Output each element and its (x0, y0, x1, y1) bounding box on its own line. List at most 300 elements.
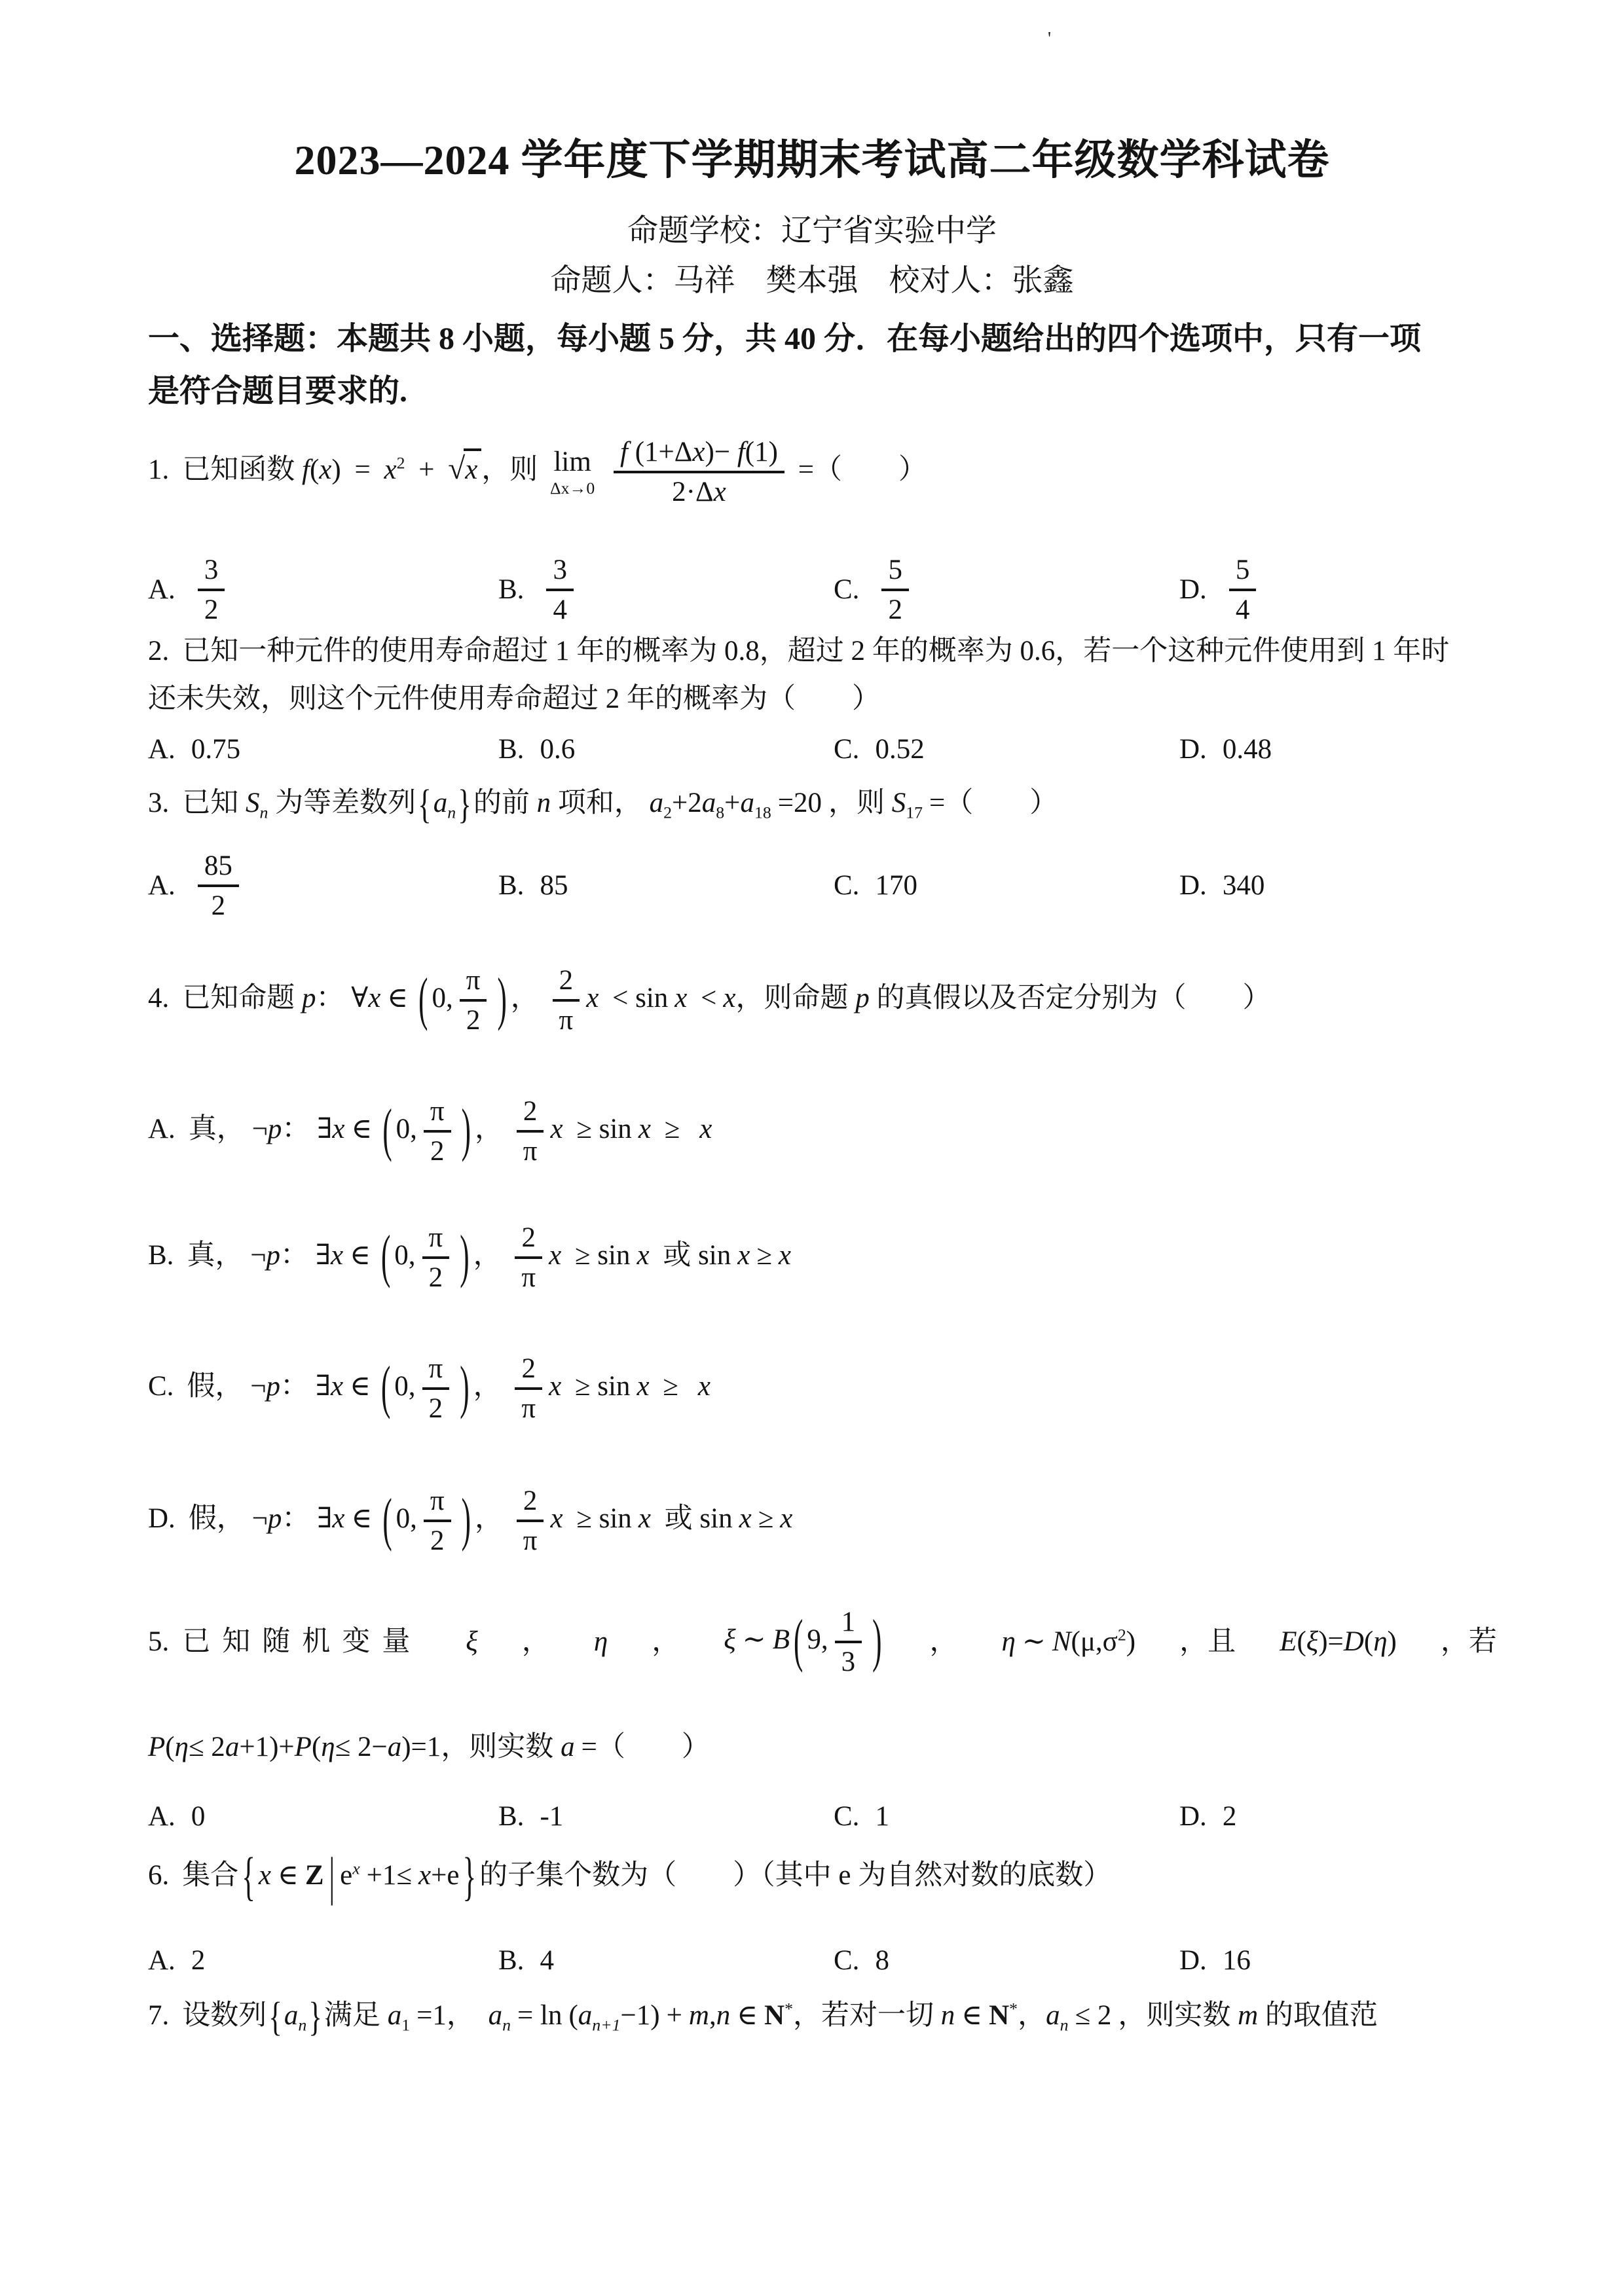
question-text: 已知随机变量 (182, 1626, 422, 1658)
element-of: ∈ (737, 2000, 758, 2031)
math-var: η (174, 1732, 189, 1762)
math-text: 0, (396, 1114, 417, 1145)
question-text: ，则实数 (441, 1732, 554, 1762)
math-var: ξ (1306, 1626, 1319, 1658)
option-d (1179, 732, 1497, 767)
math-text: (1) (745, 437, 778, 467)
math-paren: ) (331, 454, 341, 486)
fraction-numerator: 2 (523, 1485, 538, 1516)
authors-line: 命题人：马祥 樊本强 校对人：张鑫 (550, 264, 1074, 298)
question-4-option-d (148, 1486, 1497, 1556)
math-text: (μ,σ (1071, 1626, 1118, 1658)
fraction (835, 1607, 862, 1677)
fraction-numerator: 1 (841, 1607, 856, 1637)
fraction (460, 966, 487, 1035)
math-var: x (550, 1114, 563, 1145)
option-b (498, 868, 834, 903)
subscript: n (447, 803, 456, 822)
truth-value: 假， (188, 1503, 245, 1535)
math-text: )+ (269, 1732, 295, 1762)
question-text: 项和， (557, 788, 642, 818)
set-builder-bar: | (329, 1848, 335, 1907)
math-var: x (319, 454, 332, 486)
option-label: D. (1179, 574, 1207, 606)
answer-blank: =（ ） (798, 454, 927, 486)
option-value: 2 (1222, 1801, 1237, 1832)
option-label: B. (498, 1945, 525, 1976)
fraction-numerator: 2 (521, 1353, 536, 1384)
fraction-denominator: π (517, 1130, 544, 1166)
brace-left: { (242, 1848, 255, 1907)
option-b (498, 555, 834, 625)
math-paren: ) (1126, 1626, 1136, 1658)
option-a (148, 732, 498, 767)
element-of: ∈ (387, 983, 409, 1014)
question-5-line-2 (148, 1730, 1497, 1765)
exists-symbol: ∃ (315, 1240, 331, 1271)
question-text: 设数列 (182, 2000, 267, 2031)
math-var: N (1052, 1626, 1071, 1658)
paren-right: ) (461, 1099, 471, 1163)
fraction-denominator: 2 (460, 999, 487, 1035)
answer-blank: =（ ） (581, 1732, 710, 1762)
fraction-numerator: 85 (204, 850, 232, 881)
negation-symbol: ¬ (250, 1371, 267, 1402)
fraction (198, 851, 239, 920)
option-b (498, 732, 834, 767)
fraction-denominator: 2 (198, 589, 225, 625)
subscript: n (1060, 2015, 1069, 2035)
option-label: B. (498, 870, 525, 902)
option-c (834, 1799, 1179, 1834)
math-var: a (387, 2000, 402, 2031)
question-number: 1. (148, 454, 170, 486)
math-var: E (1280, 1626, 1297, 1658)
option-a (148, 851, 498, 920)
math-var: a (387, 1732, 402, 1762)
negation-symbol: ¬ (251, 1503, 268, 1535)
fraction (1229, 555, 1257, 625)
math-var: x (258, 1860, 271, 1891)
math-group (724, 1607, 885, 1677)
question-4-option-b (148, 1223, 1497, 1292)
fraction-numerator: 2 (559, 965, 574, 996)
question-6 (148, 1848, 1497, 1907)
punct: ， (474, 1503, 503, 1535)
punct: ， (473, 1371, 502, 1402)
math-group (1001, 1624, 1135, 1660)
option-c (834, 732, 1179, 767)
math-rel: ≥ sin (574, 1240, 631, 1271)
math-rel: 或 sin (663, 1240, 731, 1271)
math-var: B (772, 1624, 790, 1656)
question-number: 3. (148, 788, 170, 818)
truth-value: 真， (188, 1114, 245, 1145)
fraction-numerator: π (428, 1353, 443, 1384)
paren-left: ( (793, 1609, 803, 1674)
option-value: 16 (1222, 1945, 1251, 1976)
math-var: p (266, 1371, 280, 1402)
subscript: 17 (906, 803, 923, 822)
fraction-numerator: π (430, 1096, 445, 1127)
math-var: P (294, 1732, 312, 1762)
math-var: m (688, 2000, 709, 2031)
math-rel: ≥ (756, 1240, 772, 1271)
math-var: p (267, 1114, 282, 1145)
math-var: ξ (466, 1626, 478, 1658)
question-text: 为等差数列 (275, 788, 416, 818)
math-text: 2·Δ (672, 477, 714, 508)
option-d (1179, 868, 1497, 903)
option-value: 2 (191, 1945, 206, 1976)
punct: ： (282, 1503, 310, 1535)
math-op: +2 (672, 788, 702, 818)
math-var: n (536, 788, 551, 818)
math-rel: ≥ sin (576, 1503, 632, 1535)
math-text: +1 (239, 1732, 270, 1762)
question-4-option-a (148, 1097, 1497, 1166)
math-var: a (1046, 2000, 1060, 2031)
option-value: 1 (875, 1801, 889, 1832)
math-text: 9, (807, 1624, 828, 1656)
subscript: n (298, 2015, 307, 2035)
fraction-denominator: 4 (546, 589, 574, 625)
fraction (881, 555, 909, 625)
math-group (1280, 1624, 1397, 1660)
fraction-denominator: 2 (422, 1256, 450, 1292)
math-rel: +1≤ (366, 1860, 413, 1891)
math-var: a (649, 788, 664, 818)
math-paren: ( (311, 1732, 322, 1762)
section-intro (148, 313, 1497, 418)
brace-right: } (308, 1995, 322, 2040)
brace-right: } (458, 782, 471, 828)
element-of: ∈ (277, 1860, 299, 1891)
truth-value: 假， (187, 1371, 244, 1402)
fraction (422, 1354, 450, 1423)
math-var: D (1343, 1626, 1364, 1658)
limit-op: lim (553, 446, 591, 477)
option-value: 0.6 (540, 734, 576, 765)
punct: ： (280, 1371, 308, 1402)
paren-left: ( (418, 968, 428, 1032)
intro-line-2: 是符合题目要求的. (148, 374, 408, 409)
math-var: p (267, 1503, 282, 1535)
question-text: 的前 (473, 788, 530, 818)
math-eq: =1 (411, 1732, 441, 1762)
negation-symbol: ¬ (251, 1114, 268, 1145)
fraction (198, 555, 225, 625)
math-op: + (724, 788, 741, 818)
page-title: 2023—2024 学年度下学期期末考试高二年级数学科试卷 (294, 137, 1330, 183)
math-var: a (284, 2000, 299, 2031)
math-var: p (855, 983, 870, 1014)
question-3 (148, 782, 1497, 828)
option-label: B. (148, 1240, 174, 1271)
option-label: A. (148, 870, 175, 902)
math-text: 0, (394, 1240, 416, 1271)
question-2-options (148, 732, 1497, 767)
paren-left: ( (382, 1488, 392, 1553)
punct: ， (929, 1626, 958, 1658)
question-number: 7. (148, 2000, 170, 2031)
question-text: 的真假以及否定分别为（ ） (876, 983, 1271, 1014)
math-var: x (697, 1371, 710, 1402)
math-var: m (1238, 2000, 1259, 2031)
math-rel: ≥ sin (576, 1114, 632, 1145)
superscript: x (352, 1859, 360, 1878)
punct: ： (282, 1114, 310, 1145)
math-var: ξ (724, 1624, 736, 1656)
paren-right: ) (461, 1488, 471, 1553)
question-5 (148, 1607, 1497, 1677)
math-text: 0, (394, 1371, 416, 1402)
fraction-denominator (614, 471, 784, 507)
math-var: f (619, 437, 628, 467)
fraction (553, 966, 580, 1035)
fraction-numerator: π (466, 965, 481, 996)
fraction (422, 1223, 450, 1292)
math-paren: ) (650, 2000, 660, 2031)
subscript: n+1 (592, 2015, 621, 2035)
math-rel: 或 sin (664, 1503, 733, 1535)
question-number: 5. (148, 1626, 170, 1658)
math-var: P (148, 1732, 166, 1762)
answer-blank: =（ ） (929, 788, 1058, 818)
naturals-symbol: N (764, 2000, 785, 2031)
math-var: x (331, 1371, 344, 1402)
question-text: ，若 (1440, 1626, 1497, 1658)
question-text: 已知 (182, 788, 239, 818)
option-label: A. (148, 1801, 175, 1832)
math-op: + (418, 454, 435, 486)
fraction (515, 1354, 542, 1423)
radical (448, 454, 481, 485)
math-paren: ( (1363, 1626, 1374, 1658)
math-var: x (332, 1503, 345, 1535)
math-var: x (637, 1240, 650, 1271)
paren-right: ) (872, 1609, 882, 1674)
math-var: x (331, 1240, 344, 1271)
option-c (834, 868, 1179, 903)
superscript: 2 (1117, 1625, 1126, 1645)
fraction-denominator: 2 (881, 589, 909, 625)
question-text: ，则 (481, 454, 538, 486)
fraction (424, 1486, 451, 1556)
exists-symbol: ∃ (317, 1114, 333, 1145)
option-label: C. (834, 574, 860, 606)
question-number: 6. (148, 1860, 170, 1891)
option-value: -1 (540, 1801, 564, 1832)
math-eq: =1， (416, 2000, 475, 2031)
negation-symbol: ¬ (250, 1240, 267, 1271)
question-7 (148, 1995, 1497, 2040)
option-label: D. (1179, 1801, 1207, 1832)
math-var: x (780, 1503, 793, 1535)
math-var: f (737, 437, 745, 467)
math-eq: =20 (777, 788, 822, 818)
fraction (517, 1486, 544, 1556)
math-text: )− (705, 437, 731, 467)
math-var: η (321, 1732, 335, 1762)
fraction-denominator: 4 (1229, 589, 1257, 625)
element-of: ∈ (961, 2000, 983, 2031)
math-var: p (266, 1240, 280, 1271)
math-rel: ≥ sin (574, 1371, 631, 1402)
math-var: x (778, 1240, 792, 1271)
math-paren: ( (165, 1732, 175, 1762)
math-var: η (1001, 1626, 1016, 1658)
subscript: 8 (716, 803, 725, 822)
exists-symbol: ∃ (315, 1371, 331, 1402)
option-a (148, 555, 498, 625)
punct: ， (474, 1114, 503, 1145)
math-var: n (716, 2000, 731, 2031)
math-op: = (354, 454, 371, 486)
math-var: x (368, 983, 381, 1014)
brace-left: { (418, 782, 432, 828)
question-text: ，则 (828, 788, 885, 818)
fraction-denominator: 2 (424, 1520, 451, 1556)
option-label: A. (148, 1945, 175, 1976)
option-value: 0.52 (875, 734, 925, 765)
superscript: * (784, 1999, 793, 2018)
paren-left: ( (382, 1099, 392, 1163)
math-paren: ( (309, 454, 320, 486)
punct: ： (316, 983, 344, 1014)
question-number: 4. (148, 983, 170, 1014)
punct: , (709, 2000, 716, 2031)
math-text: −1 (620, 2000, 651, 2031)
math-paren: ) (401, 1732, 411, 1762)
math-var: x (674, 983, 688, 1014)
fraction-numerator: 2 (521, 1222, 536, 1253)
school-line: 命题学校：辽宁省实验中学 (627, 214, 997, 248)
option-value: 4 (540, 1945, 554, 1976)
option-a (148, 1799, 498, 1834)
paren-right: ) (460, 1356, 470, 1421)
truth-value: 真， (187, 1240, 244, 1271)
option-label: C. (834, 734, 860, 765)
option-d (1179, 555, 1497, 625)
question-text: 已知一种元件的使用寿命超过 1 年的概率为 0.8，超过 2 年的概率为 0.6，若一个这种元件使用到 1 年时 (182, 636, 1450, 666)
radical-sign: √ (448, 452, 466, 486)
math-var: S (891, 788, 906, 818)
brace-left: { (268, 1995, 282, 2040)
fraction (517, 1097, 544, 1166)
punct: ， (1018, 2000, 1046, 2031)
option-label: C. (834, 1945, 860, 1976)
math-var: a (488, 2000, 503, 2031)
fraction-numerator: π (428, 1222, 443, 1253)
forall-symbol: ∀ (351, 983, 369, 1014)
option-label: D. (1179, 1945, 1207, 1976)
math-text: (1+Δ (635, 437, 693, 467)
fraction-numerator: 3 (553, 555, 567, 585)
option-value: 85 (540, 870, 568, 902)
math-var: x (699, 1114, 712, 1145)
option-value: 0.48 (1222, 734, 1272, 765)
math-var: x (586, 983, 599, 1014)
math-rel: ≥ (758, 1503, 774, 1535)
option-c (834, 1943, 1179, 1978)
option-label: A. (148, 1114, 175, 1145)
option-value: 8 (875, 1945, 889, 1976)
math-var: a (561, 1732, 575, 1762)
question-text: ，且 (1179, 1626, 1236, 1658)
math-var: x (549, 1240, 562, 1271)
math-group (594, 1624, 608, 1660)
naturals-symbol: N (989, 2000, 1010, 2031)
exists-symbol: ∃ (317, 1503, 333, 1535)
option-label: C. (834, 1801, 860, 1832)
question-line (148, 627, 1497, 675)
superscript: 2 (396, 453, 405, 473)
question-text: ，则命题 (735, 983, 849, 1014)
fraction-numerator: 5 (1235, 555, 1250, 585)
math-var: f (302, 454, 310, 486)
fraction-denominator: 2 (198, 884, 239, 920)
option-d (1179, 1943, 1497, 1978)
fraction-denominator: π (517, 1520, 544, 1556)
math-var: n (940, 2000, 955, 2031)
element-of: ∈ (351, 1503, 373, 1535)
math-var: a (578, 2000, 593, 2031)
brace-right: } (462, 1848, 477, 1907)
fraction-denominator: π (515, 1256, 542, 1292)
fraction (424, 1097, 451, 1166)
element-of: ∈ (351, 1114, 373, 1145)
question-2 (148, 627, 1497, 723)
math-var: x (332, 1114, 345, 1145)
paren-right: ) (497, 968, 507, 1032)
question-text: ，则实数 (1118, 2000, 1231, 2031)
fraction-denominator: 2 (422, 1387, 450, 1423)
option-label: B. (498, 734, 525, 765)
option-label: D. (1179, 734, 1207, 765)
question-text: 的子集个数为（ ）（其中 e 为自然对数的底数） (479, 1860, 1112, 1891)
question-4-option-c (148, 1354, 1497, 1423)
option-label: A. (148, 734, 175, 765)
math-paren: ( (568, 2000, 578, 2031)
math-var: x (549, 1371, 562, 1402)
math-var: x (739, 1503, 752, 1535)
math-var: x (737, 1240, 750, 1271)
option-label: D. (148, 1503, 175, 1535)
option-label: A. (148, 574, 175, 606)
math-rel: ≤ 2− (335, 1732, 388, 1762)
distributed-as: ∼ (1022, 1626, 1046, 1658)
limit-sub: Δx→0 (550, 478, 595, 498)
math-group (466, 1624, 477, 1660)
math-op: = ln (517, 2000, 563, 2031)
option-value: 340 (1222, 870, 1265, 902)
math-var: x (384, 454, 397, 486)
question-text: ，若对一切 (793, 2000, 934, 2031)
math-var: η (1373, 1626, 1388, 1658)
option-b (498, 1799, 834, 1834)
euler-e: e (340, 1860, 353, 1891)
math-var: x (713, 477, 726, 508)
question-text: 已知命题 (182, 983, 295, 1014)
fraction-numerator (614, 437, 784, 471)
fraction-numerator: π (430, 1485, 445, 1516)
math-rel: ≥ (664, 1114, 680, 1145)
fraction-denominator: π (515, 1387, 542, 1423)
fraction (515, 1223, 542, 1292)
option-label: B. (498, 1801, 525, 1832)
math-rel: ≤ 2 (188, 1732, 225, 1762)
